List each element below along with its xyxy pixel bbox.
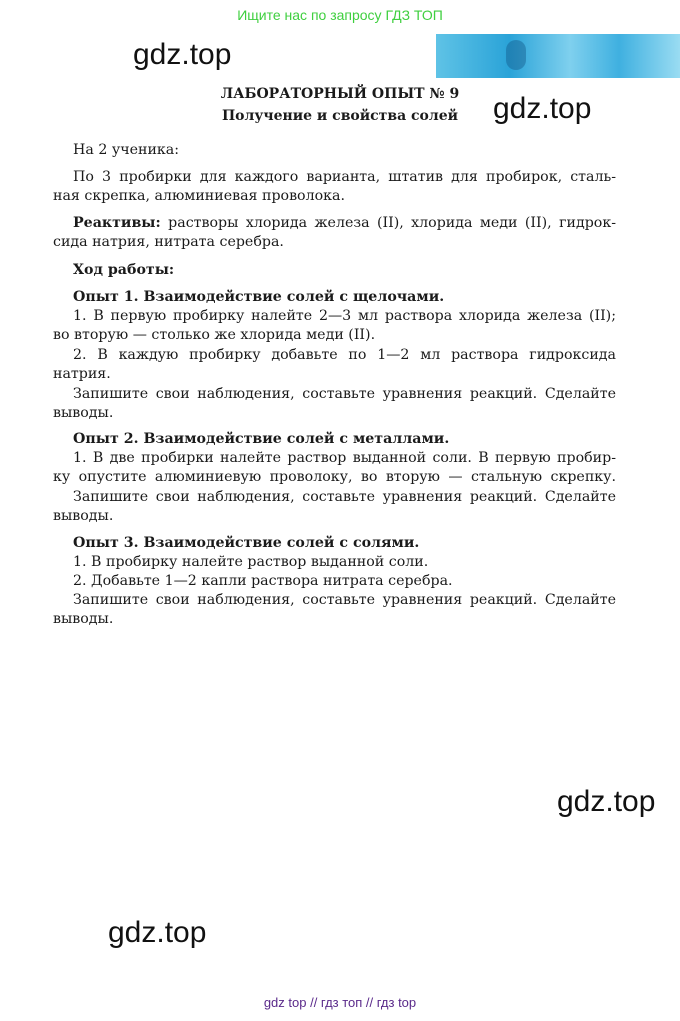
exp3-line: выводы. [53,611,114,627]
search-hint: Ищите нас по запросу ГДЗ ТОП [237,7,443,23]
page-subtitle: Получение и свойства солей [221,108,459,124]
exp1-line: Запишите свои наблюдения, составьте уравнения реакций. Сделайте [73,386,616,402]
exp2-line: выводы. [53,508,114,524]
reagents-line: Реактивы: растворы хлорида железа (II), хлорида меди (II), гидрок- [73,215,616,231]
exp2-line: 1. В две пробирки налейте раствор выданной соли. В первую пробир- [73,450,616,466]
students-line: На 2 ученика: [73,142,180,158]
banner-image [436,34,680,78]
watermark: gdz.top [133,38,232,71]
exp1-line: 2. В каждую пробирку добавьте по 1—2 мл раствора гидроксида [73,347,616,363]
exp2-line: ку опустите алюминиевую проволоку, во вторую — стальную скрепку. [53,469,616,485]
exp1-line: 1. В первую пробирку налейте 2—3 мл раствора хлорида железа (II); [73,308,616,324]
reagents-label: Реактивы: [73,215,161,231]
page-title: ЛАБОРАТОРНЫЙ ОПЫТ № 9 [220,86,460,102]
footer-links[interactable]: gdz top // гдз топ // гдз top [263,995,417,1010]
exp1-line: выводы. [53,405,114,421]
exp3-line: 1. В пробирку налейте раствор выданной соли. [73,554,429,570]
exp1-heading: Опыт 1. Взаимодействие солей с щелочами. [73,289,445,305]
exp1-line: натрия. [53,366,111,382]
exp3-heading: Опыт 3. Взаимодействие солей с солями. [73,535,420,551]
reagents-line: сида натрия, нитрата серебра. [53,234,284,250]
procedure-heading: Ход работы: [73,262,175,278]
watermark: gdz.top [108,916,207,949]
watermark: gdz.top [557,785,656,818]
exp2-line: Запишите свои наблюдения, составьте уравнения реакций. Сделайте [73,489,616,505]
exp3-line: 2. Добавьте 1—2 капли раствора нитрата серебра. [73,573,453,589]
equipment-line: По 3 пробирки для каждого варианта, штатив для пробирок, сталь- [73,169,616,185]
watermark: gdz.top [493,92,592,125]
exp1-line: во вторую — столько же хлорида меди (II). [53,327,376,343]
exp2-heading: Опыт 2. Взаимодействие солей с металлами. [73,431,450,447]
exp3-line: Запишите свои наблюдения, составьте уравнения реакций. Сделайте [73,592,616,608]
equipment-line: ная скрепка, алюминиевая проволока. [53,188,345,204]
